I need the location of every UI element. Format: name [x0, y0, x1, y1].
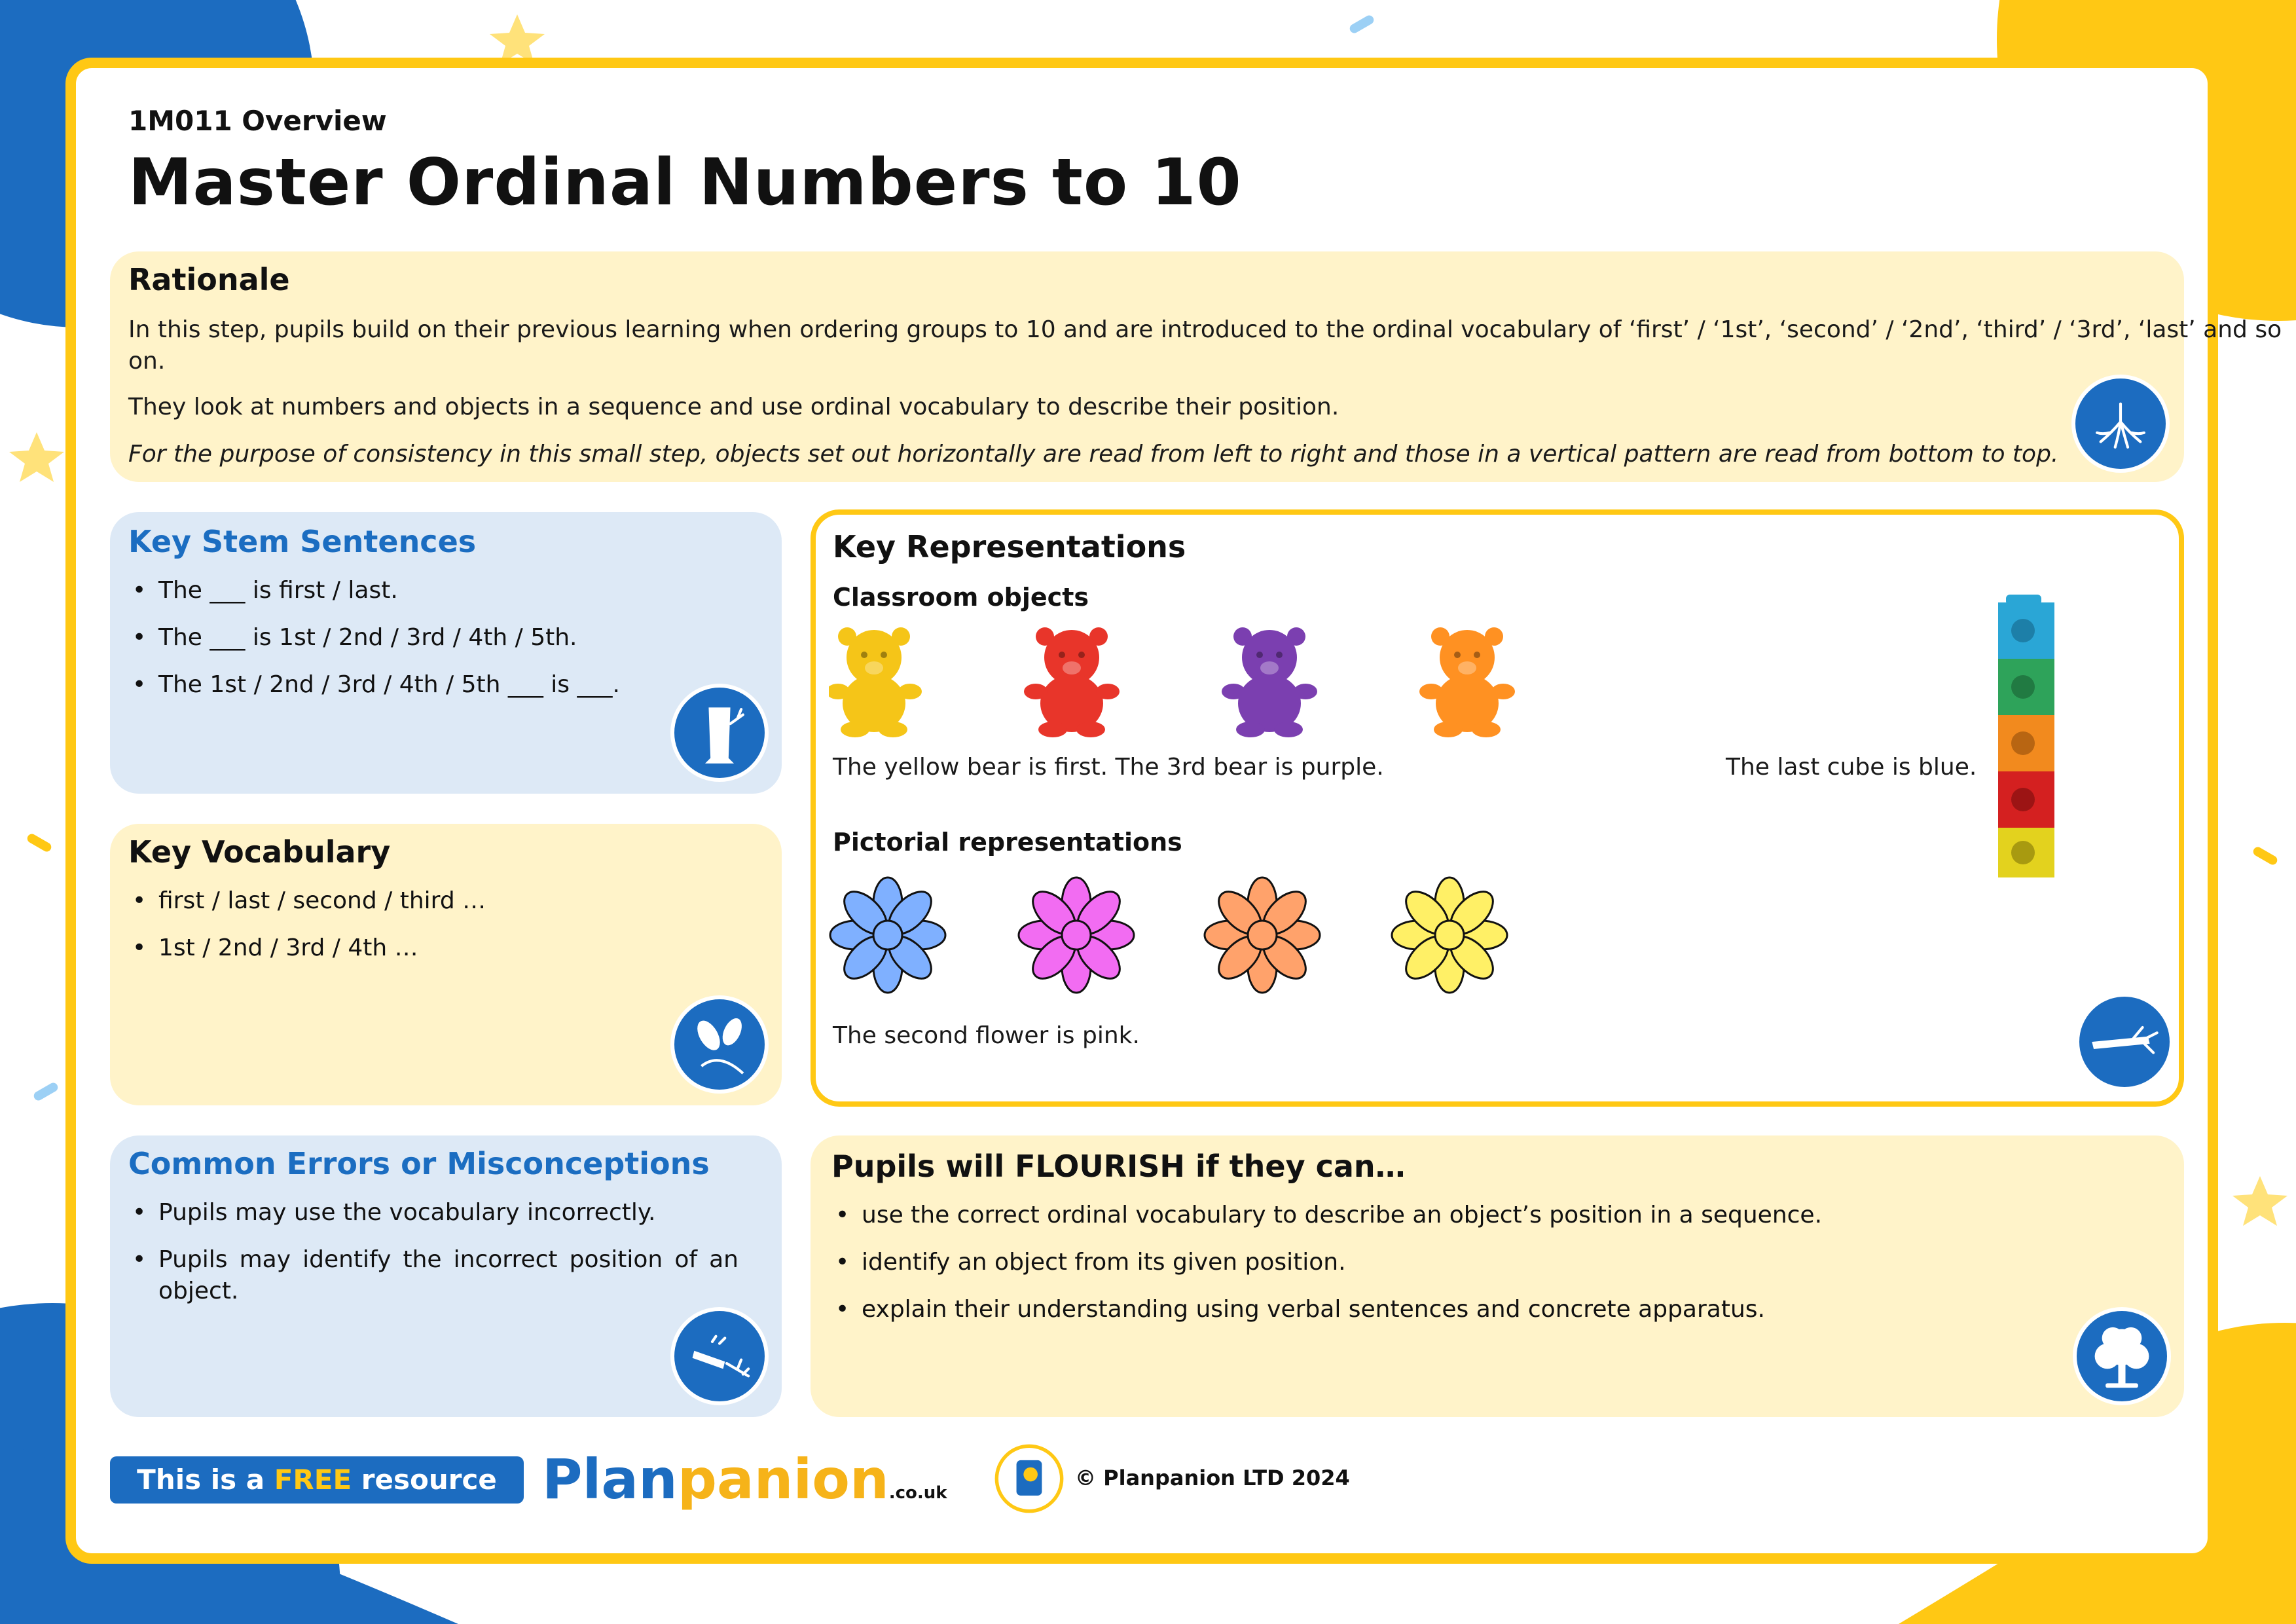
misconceptions-list — [128, 1197, 738, 1323]
rationale-paragraph-1-end: on. — [128, 348, 166, 375]
cube-green — [1998, 659, 2054, 715]
list-item: • first / last / second / third … — [128, 885, 757, 917]
bear-2-red — [1024, 627, 1120, 737]
flower-pictures — [829, 876, 1549, 1007]
key-representations-panel — [811, 509, 2184, 1107]
page-title: Master Ordinal Numbers to 10 — [128, 145, 1242, 220]
rationale-paragraph-3: For the purpose of consistency in this small step, objects set out horizontally are read from left to right and those in a vertical pattern are read from bottom to top. — [128, 441, 2059, 468]
list-item: • The 1st / 2nd / 3rd / 4th / 5th ___ is ___. — [128, 669, 757, 701]
tree-icon — [2073, 1307, 2171, 1405]
free-pre-text: This is a — [137, 1464, 274, 1496]
stem-sentences-heading: Key Stem Sentences — [128, 524, 477, 559]
list-item: • use the correct ordinal vocabulary to describe an object’s position in a sequence. — [831, 1200, 2141, 1231]
flower-3-orange — [1205, 877, 1320, 993]
flourish-panel — [811, 1135, 2184, 1417]
list-item: • The ___ is 1st / 2nd / 3rd / 4th / 5th. — [128, 622, 757, 654]
list-item: • Pupils may use the vocabulary incorrectly. — [128, 1197, 738, 1228]
cube-caption: The last cube is blue. — [1726, 754, 1977, 781]
logo-plan: Plan — [542, 1447, 678, 1511]
bear-3-purple — [1222, 627, 1317, 737]
key-representations-heading: Key Representations — [833, 529, 1186, 564]
flower-2-pink — [1019, 877, 1134, 993]
bear-4-orange — [1419, 627, 1515, 737]
flourish-list — [831, 1200, 2141, 1341]
list-item: • Pupils may identify the incorrect position of an object. — [128, 1244, 738, 1307]
cube-yellow — [1998, 828, 2054, 877]
stem-sentences-list — [128, 575, 757, 716]
list-item: • 1st / 2nd / 3rd / 4th … — [128, 932, 757, 964]
cube-blue — [1998, 602, 2054, 659]
lesson-code: 1M011 Overview — [128, 105, 387, 137]
logo-panion: panion — [677, 1447, 889, 1511]
logo-suffix: .co.uk — [888, 1483, 947, 1503]
roots-icon — [2071, 375, 2170, 473]
cube-orange — [1998, 715, 2054, 771]
flowers-caption: The second flower is pink. — [833, 1022, 1140, 1049]
broken-branch-icon — [670, 1307, 769, 1405]
trunk-icon — [670, 684, 769, 782]
stem-sentences-panel — [110, 512, 782, 794]
rationale-panel — [110, 251, 2282, 482]
rationale-paragraph-1: In this step, pupils build on their previous learning when ordering groups to 10 and are introduced to the ordinal vocabulary of ‘first’ / ‘1st’, ‘second’ / ‘2nd’, ‘third’ / ‘3rd’, ‘last’ and so — [128, 316, 2282, 343]
list-item: • explain their understanding using verbal sentences and concrete apparatus. — [831, 1294, 2141, 1325]
free-word: FREE — [274, 1464, 352, 1496]
cube-red — [1998, 771, 2054, 828]
vocabulary-heading: Key Vocabulary — [128, 834, 391, 870]
classroom-objects-label: Classroom objects — [833, 583, 1089, 612]
teddy-bear-counters — [829, 626, 1549, 737]
bears-caption: The yellow bear is first. The 3rd bear is purple. — [833, 754, 1384, 781]
flower-4-yellow — [1392, 877, 1507, 993]
leaves-icon — [670, 995, 769, 1094]
list-item: • identify an object from its given position. — [831, 1247, 2141, 1278]
rationale-heading: Rationale — [128, 262, 290, 297]
vocabulary-panel — [110, 824, 782, 1105]
free-resource-banner — [110, 1456, 524, 1543]
planpanion-mark-icon — [994, 1443, 1065, 1514]
flourish-heading: Pupils will FLOURISH if they can… — [831, 1149, 1406, 1184]
flower-1-blue — [830, 877, 945, 993]
copyright-text: © Planpanion LTD 2024 — [1075, 1466, 1350, 1490]
rationale-paragraph-2: They look at numbers and objects in a sequence and use ordinal vocabulary to describe their position. — [128, 394, 1339, 420]
vocabulary-list — [128, 885, 757, 980]
pictorial-label: Pictorial representations — [833, 828, 1182, 857]
linking-cube-tower — [1994, 592, 2060, 880]
bear-1-yellow — [829, 627, 922, 737]
misconceptions-panel — [110, 1135, 782, 1417]
free-post-text: resource from — [280, 1464, 497, 1543]
misconceptions-heading: Common Errors or Misconceptions — [128, 1146, 710, 1181]
planpanion-logo[interactable] — [542, 1447, 947, 1511]
list-item: • The ___ is first / last. — [128, 575, 757, 606]
branch-icon — [2075, 993, 2174, 1091]
